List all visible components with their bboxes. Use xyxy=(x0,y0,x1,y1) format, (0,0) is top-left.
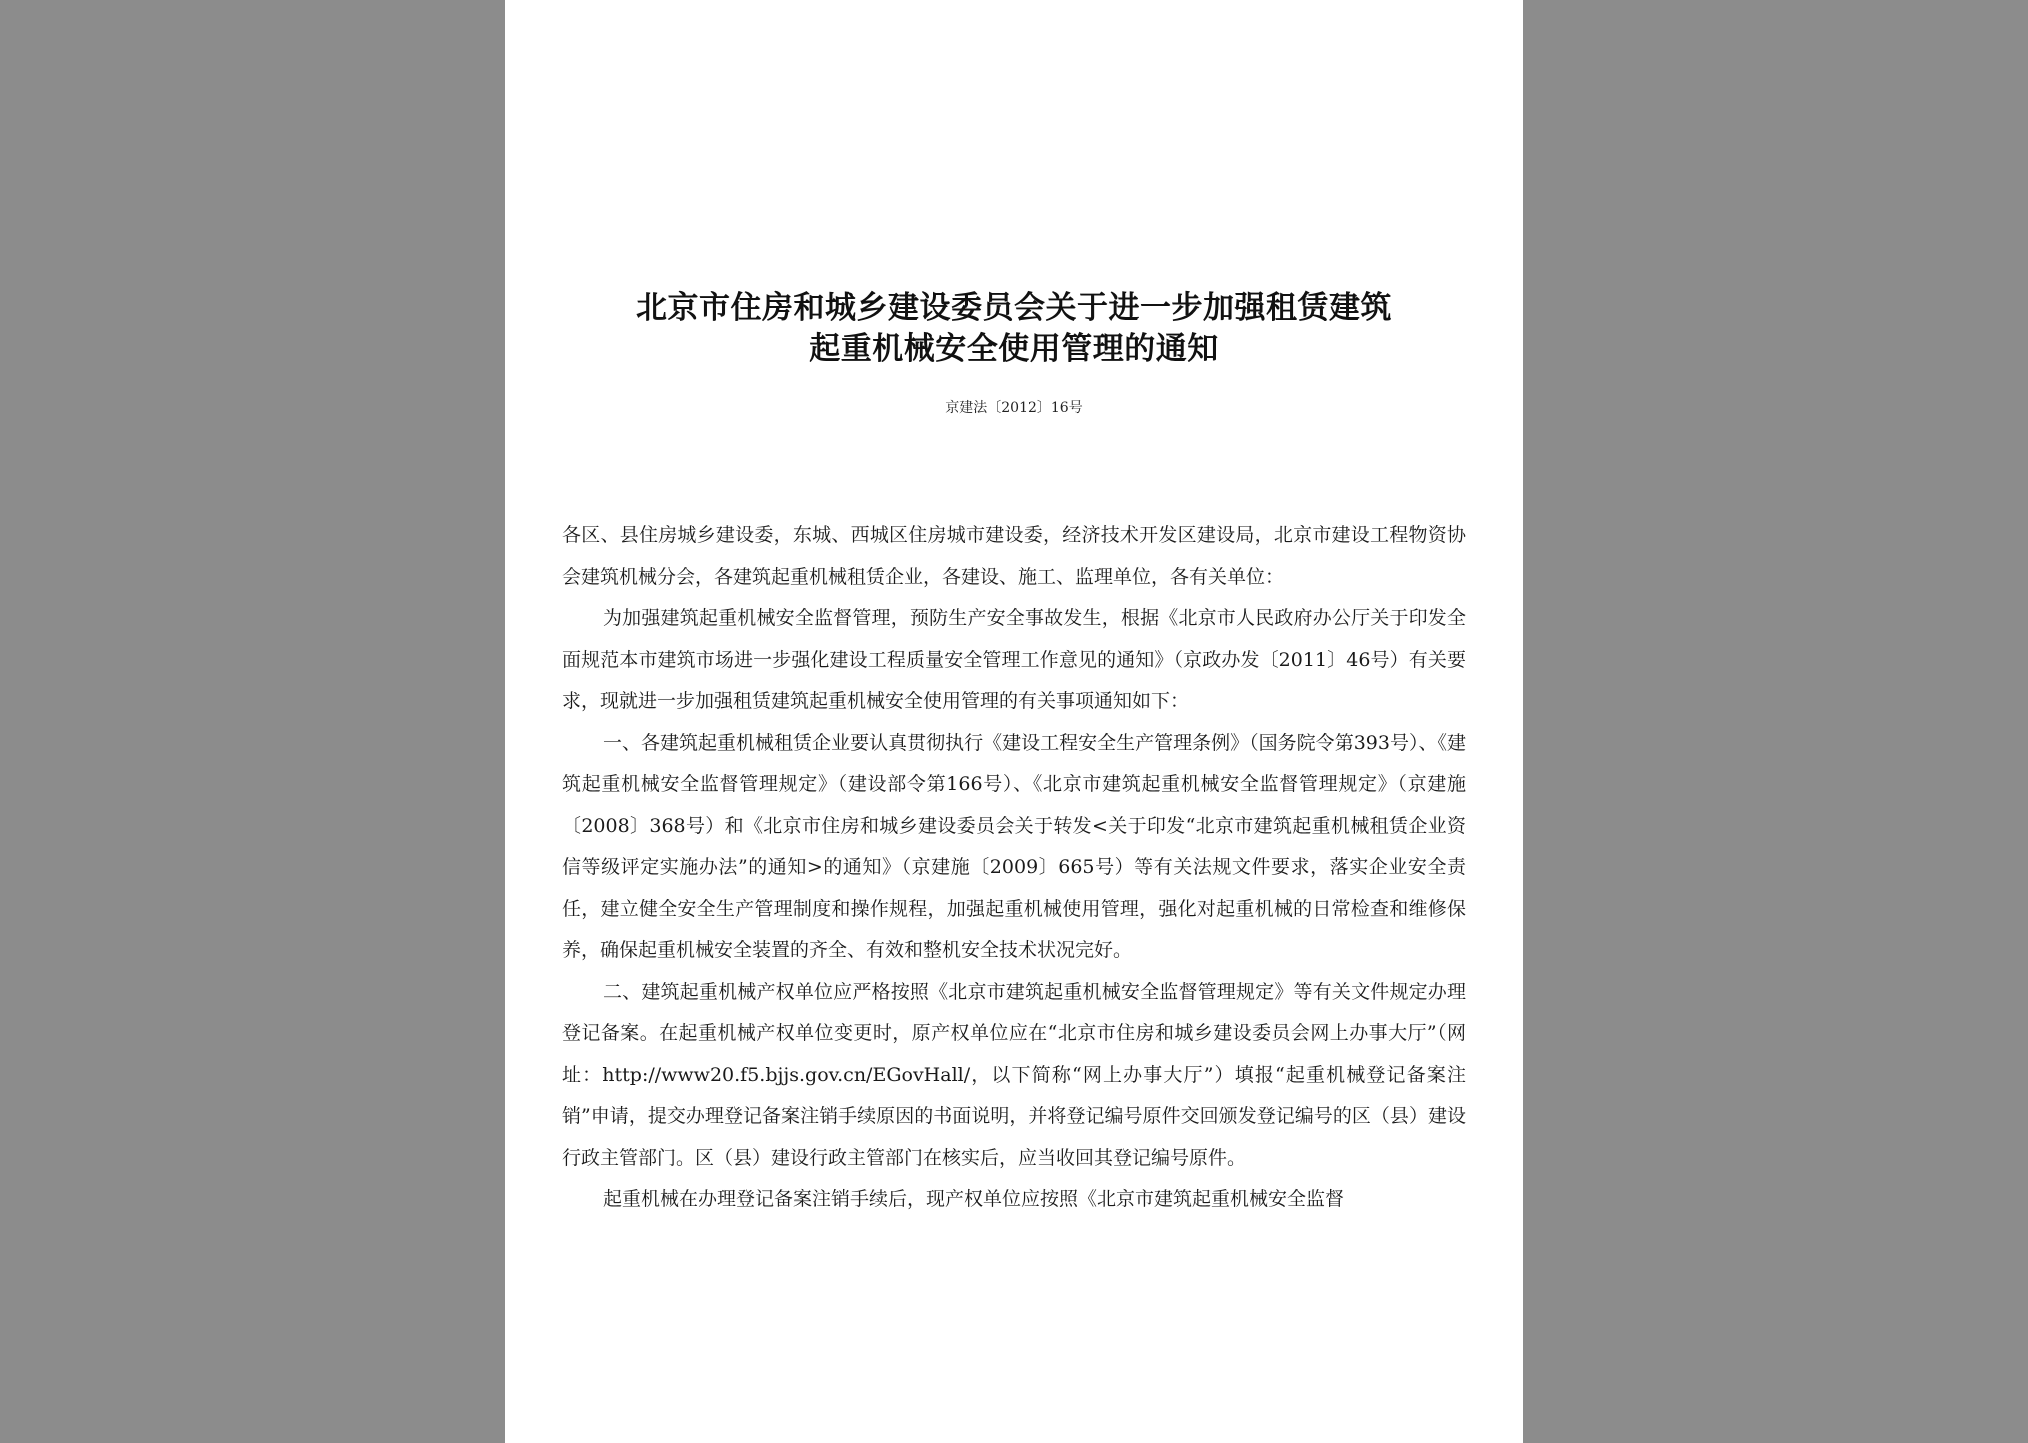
continuation-paragraph: 起重机械在办理登记备案注销手续后，现产权单位应按照《北京市建筑起重机械安全监督 xyxy=(603,1188,1345,1210)
document-title xyxy=(562,288,1466,370)
title-line-2: 起重机械安全使用管理的通知 xyxy=(809,331,1219,367)
section-two-paragraph: 二、建筑起重机械产权单位应严格按照《北京市建筑起重机械安全监督管理规定》等有关文件规定办理登记备案。在起重机械产权单位变更时，原产权单位应在“北京市住房和城乡建设委员会网上办事大厅”（网址：http://www20.f5.bjjs.gov.cn/EGovHall/，以下简称“网上办事大厅”）填报“起重机械登记备案注销”申请，提交办理登记备案注销手续原因的书面说明，并将登记编号原件交回颁发登记编号的区（县）建设行政主管部门。区（县）建设行政主管部门在核实后，应当收回其登记编号原件。 xyxy=(562,980,1466,1169)
document-body xyxy=(562,515,1466,1221)
addressee-paragraph: 各区、县住房城乡建设委，东城、西城区住房城市建设委，经济技术开发区建设局，北京市建设工程物资协会建筑机械分会，各建筑起重机械租赁企业，各建设、施工、监理单位，各有关单位： xyxy=(562,524,1466,588)
document-number: 京建法〔2012〕16号 xyxy=(945,400,1083,416)
title-line-1: 北京市住房和城乡建设委员会关于进一步加强租赁建筑 xyxy=(636,290,1392,326)
document-page xyxy=(505,0,1523,1443)
section-one-paragraph: 一、各建筑起重机械租赁企业要认真贯彻执行《建设工程安全生产管理条例》（国务院令第393号）、《建筑起重机械安全监督管理规定》（建设部令第166号）、《北京市建筑起重机械安全监督管理规定》（京建施〔2008〕368号）和《北京市住房和城乡建设委员会关于转发<关于印发“北京市建筑起重机械租赁企业资信等级评定实施办法”的通知>的通知》（京建施〔2009〕665号）等有关法规文件要求，落实企业安全责任，建立健全安全生产管理制度和操作规程，加强起重机械使用管理，强化对起重机械的日常检查和维修保养，确保起重机械安全装置的齐全、有效和整机安全技术状况完好。 xyxy=(562,731,1466,961)
intro-paragraph: 为加强建筑起重机械安全监督管理，预防生产安全事故发生，根据《北京市人民政府办公厅关于印发全面规范本市建筑市场进一步强化建设工程质量安全管理工作意见的通知》（京政办发〔2011〕46号）有关要求，现就进一步加强租赁建筑起重机械安全使用管理的有关事项通知如下： xyxy=(562,607,1466,712)
